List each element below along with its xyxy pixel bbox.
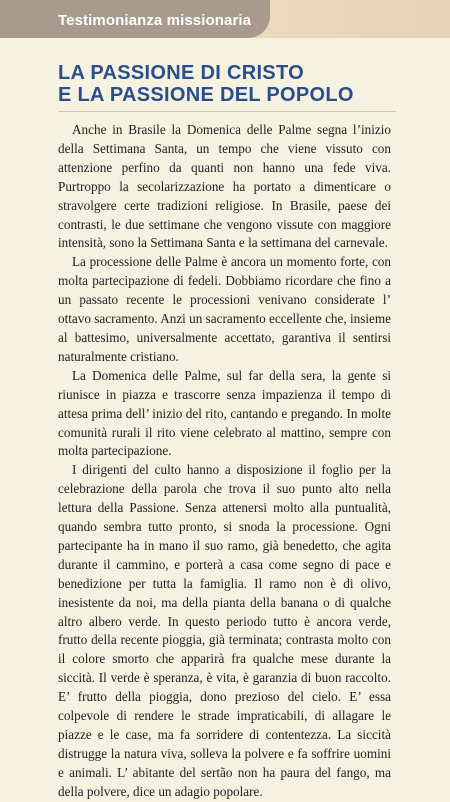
article-title: [58, 62, 354, 106]
paragraph: La processione delle Palme è ancora un momento forte, con molta partecipazione di fedeli. Dobbiamo ricordare che fino a un passato recente le processioni venivano considerate l’ ottavo sacramento. Anzi un sacramento eccellente che, insieme al battesimo, universalmente accettato, garantiva il sentirsi naturalmente cristiano.: [58, 254, 391, 364]
title-divider: [58, 111, 396, 112]
article-title-line-1: LA PASSIONE DI CRISTO: [58, 62, 304, 84]
article-body: [58, 121, 391, 802]
paragraph: Anche in Brasile la Domenica delle Palme segna l’inizio della Settimana Santa, un tempo che viene vissuto con attenzione perfino da quanti non hanno una fede viva. Purtroppo la secolarizzazione ha portato a dimenticare o stravolgere certe tradizioni religiose. In Brasile, paese dei contrasti, le due settimane che vengono vissute con maggiore intensità, sono la Settimana Santa e la settimana del carnevale.: [58, 122, 391, 251]
section-tab: [0, 0, 270, 38]
section-label: Testimonianza missionaria: [58, 12, 252, 29]
article-title-line-2: E LA PASSIONE DEL POPOLO: [58, 84, 354, 106]
paragraph: La Domenica delle Palme, sul far della sera, la gente si riunisce in piazza e trascorre senza impazienza il tempo di attesa prima dell’ inizio del rito, cantando e pregando. In molte comunità rurali il rito viene celebrato al mattino, sempre con molta partecipazione.: [58, 367, 391, 459]
paragraph: I dirigenti del culto hanno a disposizione il foglio per la celebrazione della parola che trova il suo punto alto nella lettura della Passione. Senza attenersi molto alla puntualità, quando sembra tutto pronto, si snoda la processione. Ogni partecipante ha in mano il suo ramo, già benedetto, che agita durante il cammino, e porterà a casa come segno di pace e benedizione per tutta la famiglia. Il ramo non è di olivo, inesistente da noi, ma della pianta della banana o di qualche altro albero verde. In questo periodo tutto è ancora verde, frutto della recente pioggia, già terminata; contrasta molto con il colore smorto che apparirà fra qualche mese durante la siccità. Il verde è speranza, è vita, è garanzia di buon raccolto. E’ frutto della pioggia, dono prezioso del cielo. E’ essa colpevole di rendere le strade impraticabili, di allagare le piazze e le case, ma fa sorridere di contentezza. La siccità distrugge la natura viva, solleva la polvere e fa soffrire uomini e animali. L’ abitante del sertão non ha paura del fango, ma della polvere, dice un adagio popolare.: [58, 462, 391, 799]
